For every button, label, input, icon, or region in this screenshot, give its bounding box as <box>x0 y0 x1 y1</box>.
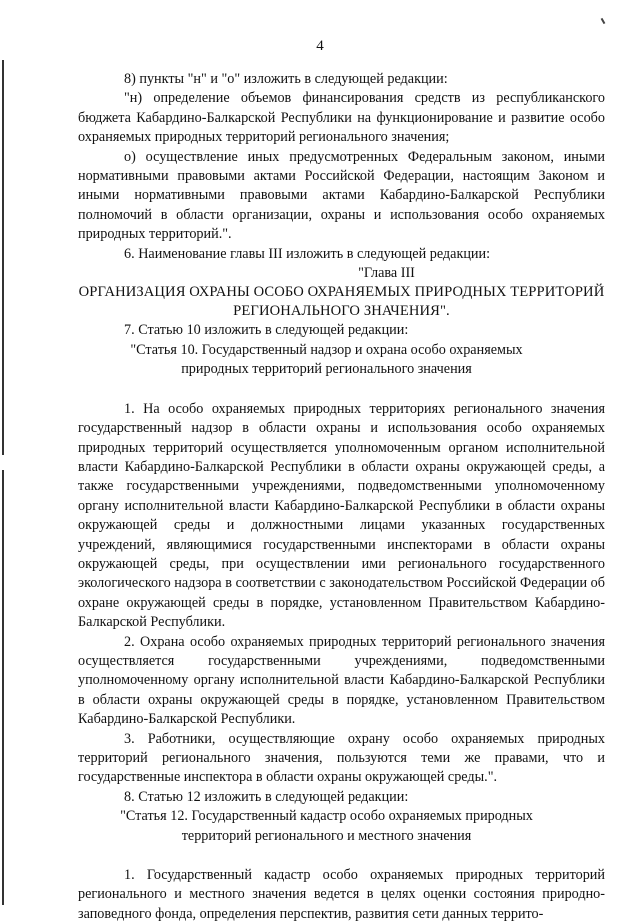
item-8-article-12-intro: 8. Статью 12 изложить в следующей редакции: <box>124 788 409 805</box>
article-12-title: "Статья 12. Государственный кадастр особо охраняемых природных территорий регионального и местного значения <box>120 808 533 844</box>
spacer <box>78 846 605 866</box>
spacer <box>78 380 605 400</box>
item-6-intro: 6. Наименование главы III изложить в следующей редакции: <box>124 245 491 262</box>
item-7-intro: 7. Статью 10 изложить в следующей редакции: <box>124 322 409 339</box>
chapter-title: ОРГАНИЗАЦИЯ ОХРАНЫ ОСОБО ОХРАНЯЕМЫХ ПРИРОДНЫХ ТЕРРИТОРИЙ РЕГИОНАЛЬНОГО ЗНАЧЕНИЯ". <box>78 284 605 320</box>
article-10-title: "Статья 10. Государственный надзор и охрана особо охраняемых природных территорий регионального значения <box>130 341 523 378</box>
document-body <box>78 70 605 924</box>
scan-margin-line <box>2 470 4 905</box>
scan-margin-line <box>2 60 4 455</box>
article-10-part-3: 3. Работники, осуществляющие охрану особо охраняемых природных территорий регионального значения, пользуются теми же правами, что и государственные инспектора в области охраны окружающей среды.". <box>78 730 605 786</box>
article-12-part-1: 1. Государственный кадастр особо охраняемых природных территорий регионального и местного значения ведется в целях оценки состояния природно-заповедного фонда, определения перспектив, развития сети данных террито- <box>78 867 605 922</box>
scan-mark <box>601 18 606 24</box>
page-number: 4 <box>316 38 324 54</box>
item-n-text: "н) определение объемов финансирования средств из республиканского бюджета Кабардино-Балкарской Республики на функционирование и развитие особо охраняемых природных территорий регионального значения; <box>78 90 605 146</box>
item-8-intro: 8) пункты "н" и "о" изложить в следующей редакции: <box>124 71 448 87</box>
item-o-text: о) осуществление иных предусмотренных Федеральным законом, иными нормативными правовыми актами Российской Федерации, настоящим Законом и иными нормативными правовыми актами Кабардино-Балкарской Республики полномочий в области организации, охраны и использования особо охраняемых природных территорий.". <box>78 148 605 243</box>
article-10-part-2: 2. Охрана особо охраняемых природных территорий регионального значения осуществляется государственными учреждениями, подведомственными уполномоченному органу исполнительной власти Кабардино-Балкарской Республики в области охраны окружающей среды в порядке, установленном Правительством Кабардино-Балкарской Республики. <box>78 633 605 728</box>
chapter-number: "Глава III <box>358 265 415 282</box>
article-10-part-1: 1. На особо охраняемых природных территориях регионального значения государственный надзор в области охраны и использования особо охраняемых природных территорий осуществляется уполномоченным органом исполнительной власти Кабардино-Балкарской Республики в области охраны окружающей среды, а также государственными учреждениями, подведомственными уполномоченному органу исполнительной власти Кабардино-Балкарской Республики в области охраны окружающей среды и должностными лицами указанных государственных учреждений, являющимися государственными инспекторами в области охраны окружающей среды, при осуществлении ими регионального государственного экологического надзора в соответствии с законодательством Российской Федерации об охране окружающей среды в порядке, установленном Правительством Кабардино-Балкарской Республики. <box>78 400 605 631</box>
